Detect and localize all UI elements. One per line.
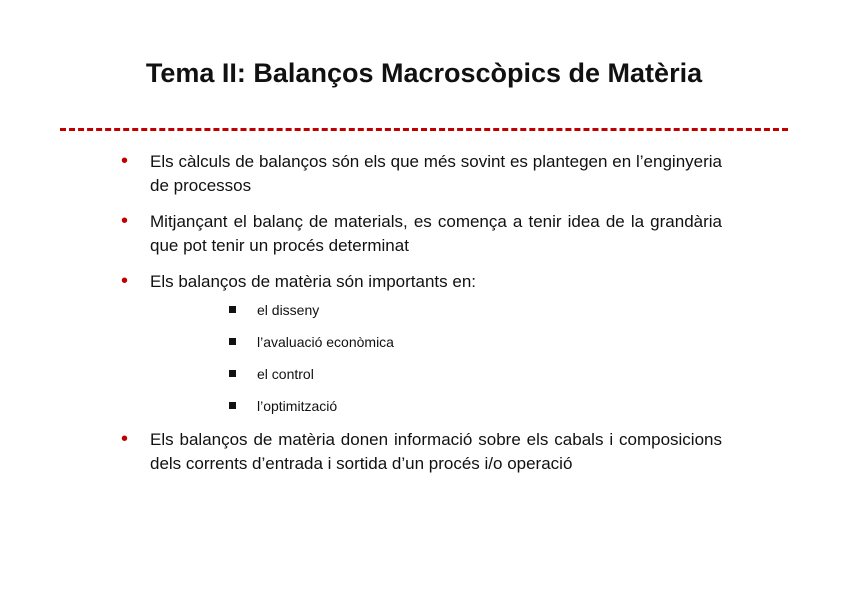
red-bullet-icon: •: [121, 150, 129, 172]
red-bullet-icon: •: [121, 210, 129, 232]
bullet-item: [118, 270, 722, 416]
bullet-item: [118, 150, 722, 198]
bullet-item: [118, 210, 722, 258]
slide-title: Tema II: Balanços Macroscòpics de Matèria: [145, 58, 703, 88]
square-bullet-icon: [229, 338, 236, 345]
red-bullet-icon: •: [121, 270, 129, 292]
bullet-text: Els balanços de matèria donen informació sobre els cabals i composicions dels corrents d’entrada i sortida d’un procés i/o operació: [150, 430, 722, 473]
sub-bullet-text: el disseny: [257, 302, 320, 318]
square-bullet-icon: [229, 402, 236, 409]
sub-bullet-item: [150, 396, 722, 416]
bullet-text: Els càlculs de balanços són els que més sovint es plantegen en l’enginyeria de processos: [150, 152, 722, 195]
sub-bullet-list: [150, 300, 722, 416]
square-bullet-icon: [229, 306, 236, 313]
sub-bullet-text: el control: [257, 366, 314, 382]
dashed-divider: [60, 128, 788, 131]
slide-content: [118, 150, 722, 488]
sub-bullet-item: [150, 364, 722, 384]
bullet-text: Mitjançant el balanç de materials, es comença a tenir idea de la grandària que pot tenir un procés determinat: [150, 212, 722, 255]
red-bullet-icon: •: [121, 428, 129, 450]
square-bullet-icon: [229, 370, 236, 377]
sub-bullet-item: [150, 300, 722, 320]
sub-bullet-text: l’avaluació econòmica: [257, 334, 394, 350]
bullet-text: Els balanços de matèria són importants en:: [150, 272, 477, 291]
sub-bullet-item: [150, 332, 722, 352]
bullet-item: [118, 428, 722, 476]
bullet-list: [118, 150, 722, 476]
sub-bullet-text: l’optimització: [257, 398, 338, 414]
